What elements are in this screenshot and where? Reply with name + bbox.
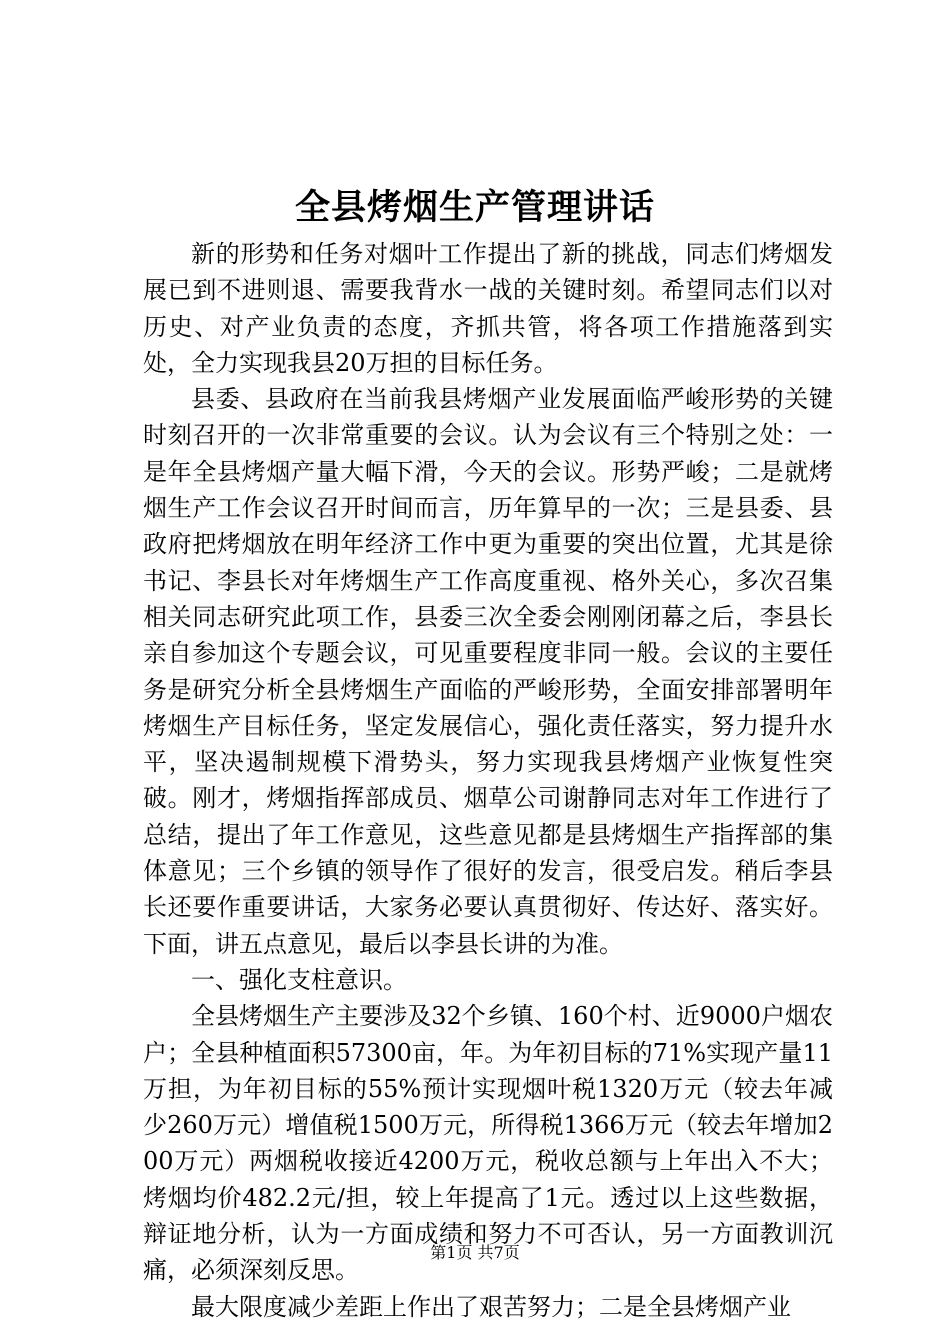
section-heading: 一、强化支柱意识。 [191,965,407,994]
paragraph: 新的形势和任务对烟叶工作提出了新的挑战，同志们烤烟发展已到不进则退、需要我背水一战的关键时刻。希望同志们以对历史、对产业负责的态度，齐抓共管，将各项工作措施落到实处，全力实现我县20万担的目标任务。 [143,240,833,377]
page-number-footer: 第1页 共7页 [430,1243,520,1262]
document-title: 全县烤烟生产管理讲话 [294,187,655,228]
paragraph: 最大限度减少差距上作出了艰苦努力；二是全县烤烟产业 [191,1292,791,1321]
document-body [143,236,833,1325]
paragraph: 全县烤烟生产主要涉及32个乡镇、160个村、近9000户烟农户；全县种植面积57300亩，年。为年初目标的71%实现产量11万担，为年初目标的55%预计实现烟叶税1320万元（较去年减少260万元）增值税1500万元，所得税1366万元（较去年增加200万元）两烟税收接近4200万元，税收总额与上年出入不大；烤烟均价482.2元/担，较上年提高了1元。透过以上这些数据，辩证地分析，认为一方面成绩和努力不可否认，另一方面教训沉痛，必须深刻反思。 [143,1002,833,1285]
paragraph: 县委、县政府在当前我县烤烟产业发展面临严峻形势的关键时刻召开的一次非常重要的会议。认为会议有三个特别之处：一是年全县烤烟产量大幅下滑，今天的会议。形势严峻；二是就烤烟生产工作会议召开时间而言，历年算早的一次；三是县委、县政府把烤烟放在明年经济工作中更为重要的突出位置，尤其是徐书记、李县长对年烤烟生产工作高度重视、格外关心，多次召集相关同志研究此项工作，县委三次全委会刚刚闭幕之后，李县长亲自参加这个专题会议，可见重要程度非同一般。会议的主要任务是研究分析全县烤烟生产面临的严峻形势，全面安排部署明年烤烟生产目标任务，坚定发展信心，强化责任落实，努力提升水平，坚决遏制规模下滑势头，努力实现我县烤烟产业恢复性突破。刚才，烤烟指挥部成员、烟草公司谢静同志对年工作进行了总结，提出了年工作意见，这些意见都是县烤烟生产指挥部的集体意见；三个乡镇的领导作了很好的发言，很受启发。稍后李县长还要作重要讲话，大家务必要认真贯彻好、传达好、落实好。下面，讲五点意见，最后以李县长讲的为准。 [143,385,833,958]
